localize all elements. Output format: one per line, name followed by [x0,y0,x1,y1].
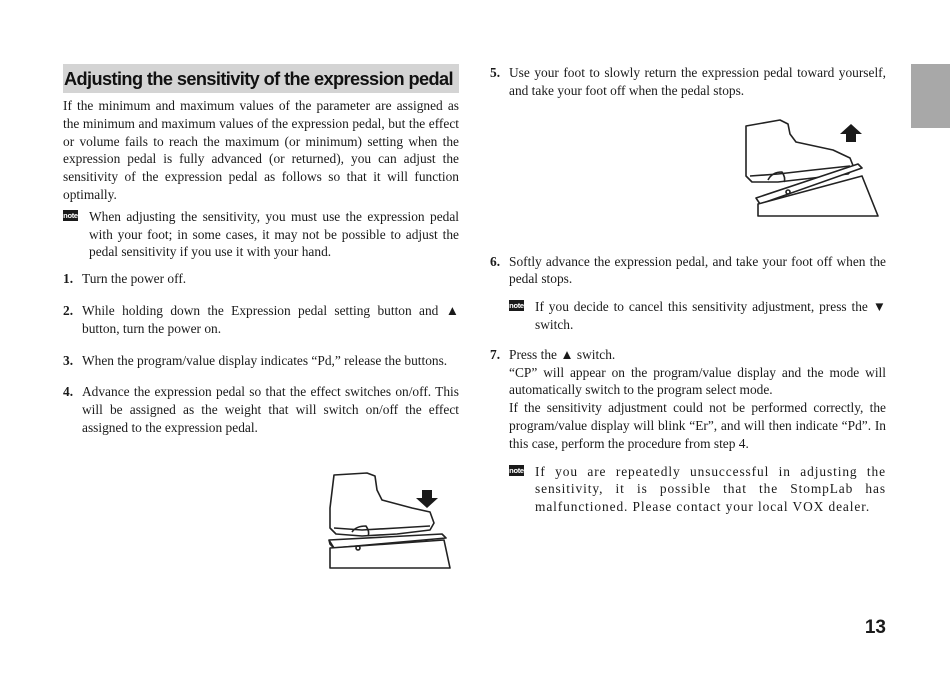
step-2 [63,302,459,338]
left-column [63,64,459,437]
step-6 [490,253,886,289]
note-icon: note [509,301,524,311]
note-2 [509,298,886,334]
note-1 [63,208,459,261]
step-text: When the program/value display indicates “Pd,” release the buttons. [82,352,448,368]
step-number: 6. [490,253,501,269]
step-number: 4. [63,384,74,400]
note-3 [509,463,886,516]
step-text-continued: If the sensitivity adjustment could not be performed correctly, the program/value display will blink “Er”, and will then indicate “Pd”. In this case, perform the procedure from step 4. [509,400,886,451]
step-number: 5. [490,65,501,80]
pedal-press-illustration [322,468,457,576]
step-text: Advance the expression pedal so that the effect switches on/off. This will be assigned as the weight that will switch on/off the effect assigned to the expression pedal. [82,384,459,435]
step-text-continued: “CP” will appear on the program/value display and the mode will automatically switch to the program select mode. [509,364,886,398]
step-number: 3. [63,352,74,368]
section-heading: Adjusting the sensitivity of the expression pedal [63,64,459,93]
intro-paragraph: If the minimum and maximum values of the parameter are assigned as the minimum and maximum values of the expression pedal, but the effect or volume fails to reach the maximum (or minimum) setting when the expression pedal is fully advanced (or returned), you can adjust the sensitivity of the expression pedal as follows so that it will function optimally. [63,98,459,202]
step-4 [63,383,459,436]
note-1-text: When adjusting the sensitivity, you must use the expression pedal with your foot; in some cases, it may not be possible to adjust the pedal sensitivity if you use it with your hand. [89,208,459,260]
note-3-text: If you are repeatedly unsuccessful in adjusting the sensitivity, it is possible that the StompLab has malfunctioned. Please contact your local VOX dealer. [535,463,886,515]
chapter-tab [911,64,950,128]
step-number: 2. [63,302,74,318]
step-text: Softly advance the expression pedal, and take your foot off when the pedal stops. [509,253,886,287]
step-1 [63,270,459,288]
step-7 [490,346,886,453]
step-number: 1. [63,271,74,287]
note-2-text: If you decide to cancel this sensitivity adjustment, press the ▼ switch. [535,299,886,332]
note-icon: note [509,465,524,475]
arrow-down-icon [416,490,438,508]
step-text: Press the ▲ switch. [509,346,616,362]
step-5 [490,64,886,100]
step-3 [63,352,459,370]
step-text: Turn the power off. [82,271,187,287]
arrow-up-icon [840,124,862,142]
step-text: Use your foot to slowly return the expression pedal toward yourself, and take your foot off when the pedal stops. [509,65,886,98]
page-number: 13 [864,617,886,638]
pedal-return-illustration [738,116,883,220]
note-icon: note [63,210,78,220]
step-text: While holding down the Expression pedal setting button and ▲ button, turn the power on. [82,302,459,336]
step-number: 7. [490,346,501,362]
